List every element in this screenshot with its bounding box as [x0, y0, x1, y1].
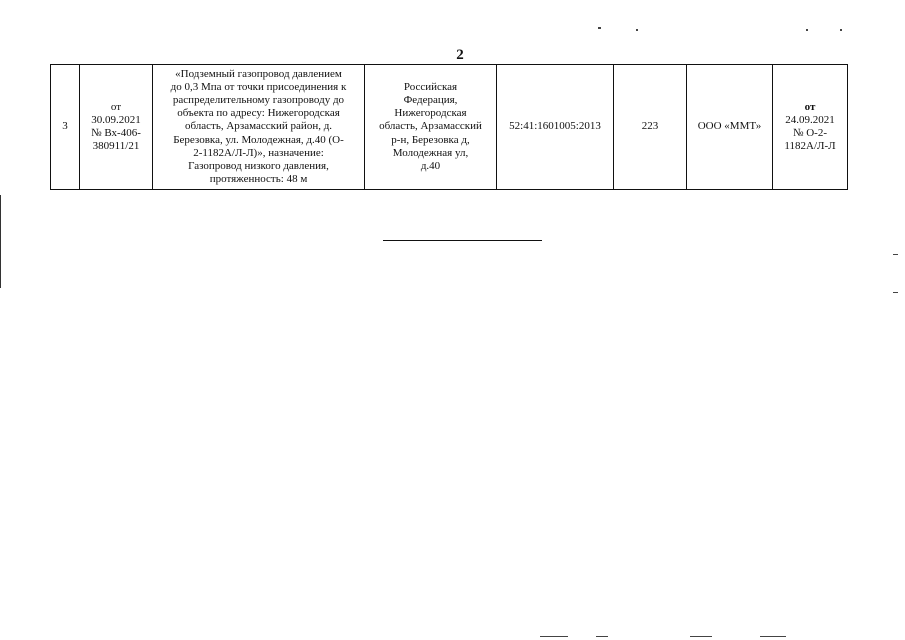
scan-speck: [840, 29, 842, 31]
cadastral-number: 52:41:1601005:2013: [509, 120, 601, 133]
incoming-document-line: № Вх-406-: [91, 127, 141, 139]
incoming-document-line: 30.09.2021: [91, 113, 141, 126]
location-line: д.40: [420, 160, 441, 172]
object-description-line: распределительному газопроводу до: [172, 93, 345, 106]
table-row: [51, 65, 848, 190]
location-line: Российская: [403, 80, 458, 93]
outgoing-document-line: № О-2-: [792, 127, 827, 139]
outgoing-document-line: 24.09.2021: [785, 113, 835, 126]
owner-cell: [687, 65, 773, 190]
location-line: область, Арзамасский: [379, 120, 482, 133]
object-description-line: объекта по адресу: Нижегородская: [177, 107, 340, 120]
cadastral-number-cell: [497, 65, 614, 190]
object-description-cell: [153, 65, 365, 190]
location-cell: [365, 65, 497, 190]
scan-speck: [598, 27, 601, 29]
owner-name: ООО «ММТ»: [697, 120, 762, 133]
page-number: 2: [456, 47, 464, 63]
scan-speck: [893, 254, 898, 255]
outgoing-document-line: 1182А/Л-Л: [784, 140, 836, 153]
object-description-line: до 0,3 Мпа от точки присоединения к: [170, 80, 347, 93]
closing-separator-line: [383, 240, 542, 241]
object-description-line: Березовка, ул. Молодежная, д.40 (О-: [173, 133, 344, 146]
object-description-line: «Подземный газопровод давлением: [175, 67, 342, 80]
object-description-line: протяженность: 48 м: [209, 173, 308, 186]
row-number: 3: [62, 120, 68, 133]
scan-speck: [690, 636, 712, 637]
location-line: Федерация,: [403, 93, 458, 106]
incoming-document-line: 380911/21: [92, 140, 140, 153]
object-description-line: область, Арзамасский район, д.: [184, 120, 333, 133]
scan-speck: [596, 636, 608, 637]
location-line: Молодежная ул,: [392, 146, 469, 159]
area-value: 223: [641, 120, 659, 133]
location-line: р-н, Березовка д,: [391, 133, 470, 146]
outgoing-document-cell: [773, 65, 848, 190]
object-description-line: Газопровод низкого давления,: [188, 160, 329, 172]
register-table: [50, 64, 848, 190]
outgoing-document-line: от: [804, 100, 816, 113]
incoming-document-line: от: [110, 100, 122, 113]
scan-speck: [760, 636, 786, 637]
location-line: Нижегородская: [394, 107, 467, 120]
scan-speck: [893, 292, 898, 293]
scan-edge-mark: [0, 195, 1, 288]
scan-speck: [540, 636, 568, 637]
scan-speck: [636, 29, 638, 31]
area-cell: [614, 65, 687, 190]
object-description-line: 2-1182А/Л-Л)», назначение:: [193, 146, 324, 159]
incoming-document-cell: [80, 65, 153, 190]
row-number-cell: [51, 65, 80, 190]
scan-speck: [806, 29, 808, 31]
